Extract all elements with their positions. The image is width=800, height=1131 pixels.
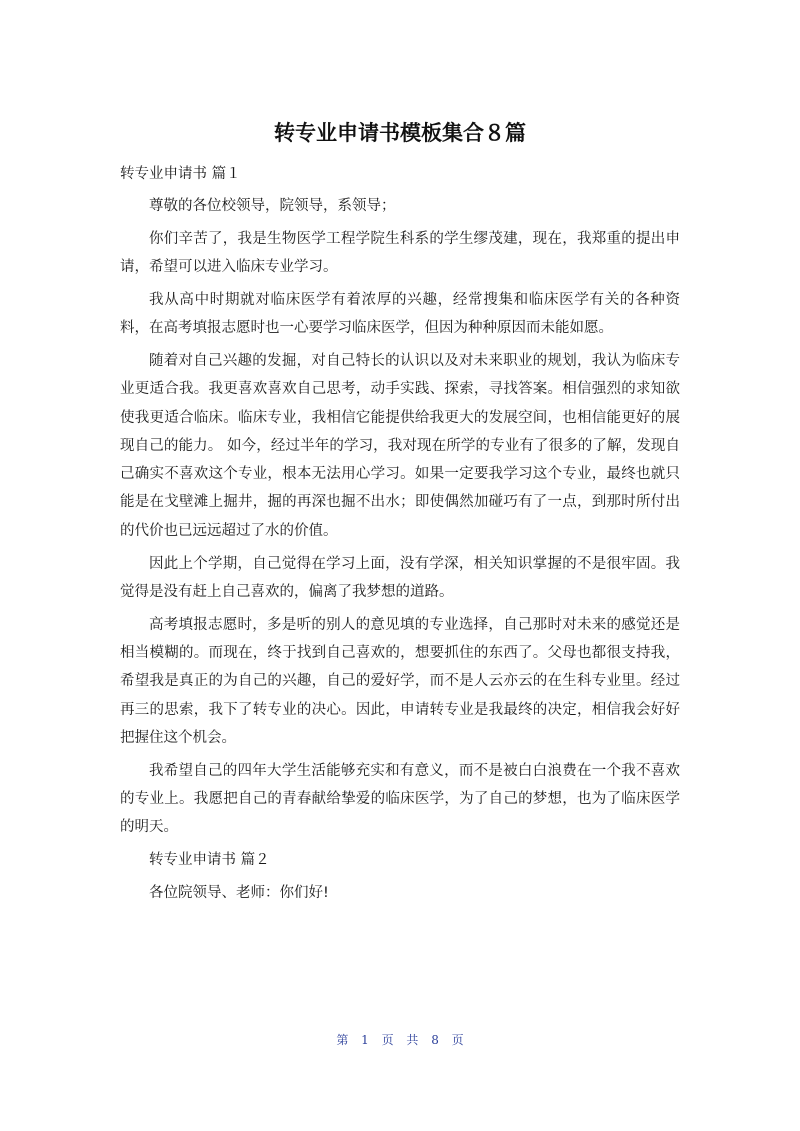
body-paragraph: 因此上个学期，自己觉得在学习上面，没有学深，相关知识掌握的不是很牢固。我觉得是没有赶上自己喜欢的，偏离了我梦想的道路。 (120, 555, 680, 600)
body-paragraph: 高考填报志愿时，多是听的别人的意见填的专业选择，自己那时对未来的感觉还是相当模糊的。而现在，终于找到自己喜欢的，想要抓住的东西了。父母也都很支持我，希望我是真正的为自己的兴趣，自己的爱好学，而不是人云亦云的在生科专业里。经过再三的思索，我下了转专业的决心。因此，申请转专业是我最终的决定，相信我会好好把握住这个机会。 (120, 616, 680, 746)
page-number-footer: 第 1 页 共 8 页 (336, 1033, 464, 1047)
body-paragraph: 随着对自己兴趣的发掘，对自己特长的认识以及对未来职业的规划，我认为临床专业更适合我。我更喜欢喜欢自己思考，动手实践、探索，寻找答案。相信强烈的求知欲使我更适合临床。临床专业，我相信它能提供给我更大的发展空间，也相信能更好的展现自己的能力。 如今，经过半年的学习，我对现在所学的专业有了很多的了解，发现自己确实不喜欢这个专业，根本无法用心学习。如果一定要我学习这个专业，最终也就只能是在戈壁滩上掘井，掘的再深也掘不出水；即使偶然加碰巧有了一点，到那时所付出的代价也已远远超过了水的价值。 (120, 352, 680, 539)
body-paragraph: 我希望自己的四年大学生活能够充实和有意义，而不是被白白浪费在一个我不喜欢的专业上。我愿把自己的青春献给挚爱的临床医学，为了自己的梦想，也为了临床医学的明天。 (120, 762, 680, 836)
document-body (120, 192, 680, 912)
section-heading: 转专业申请书 篇２ (149, 852, 270, 869)
document-title: 转专业申请书模板集合８篇 (274, 121, 526, 145)
section-heading: 转专业申请书 篇１ (120, 166, 241, 182)
salutation-paragraph: 各位院领导、老师：你们好! (149, 884, 329, 901)
salutation-paragraph: 尊敬的各位校领导，院领导，系领导； (149, 198, 396, 214)
body-paragraph: 你们辛苦了，我是生物医学工程学院生科系的学生缪茂建，现在，我郑重的提出申请，希望可以进入临床专业学习。 (120, 230, 680, 276)
body-paragraph: 我从高中时期就对临床医学有着浓厚的兴趣，经常搜集和临床医学有关的各种资料，在高考填报志愿时也一心要学习临床医学，但因为种种原因而未能如愿。 (120, 291, 680, 337)
